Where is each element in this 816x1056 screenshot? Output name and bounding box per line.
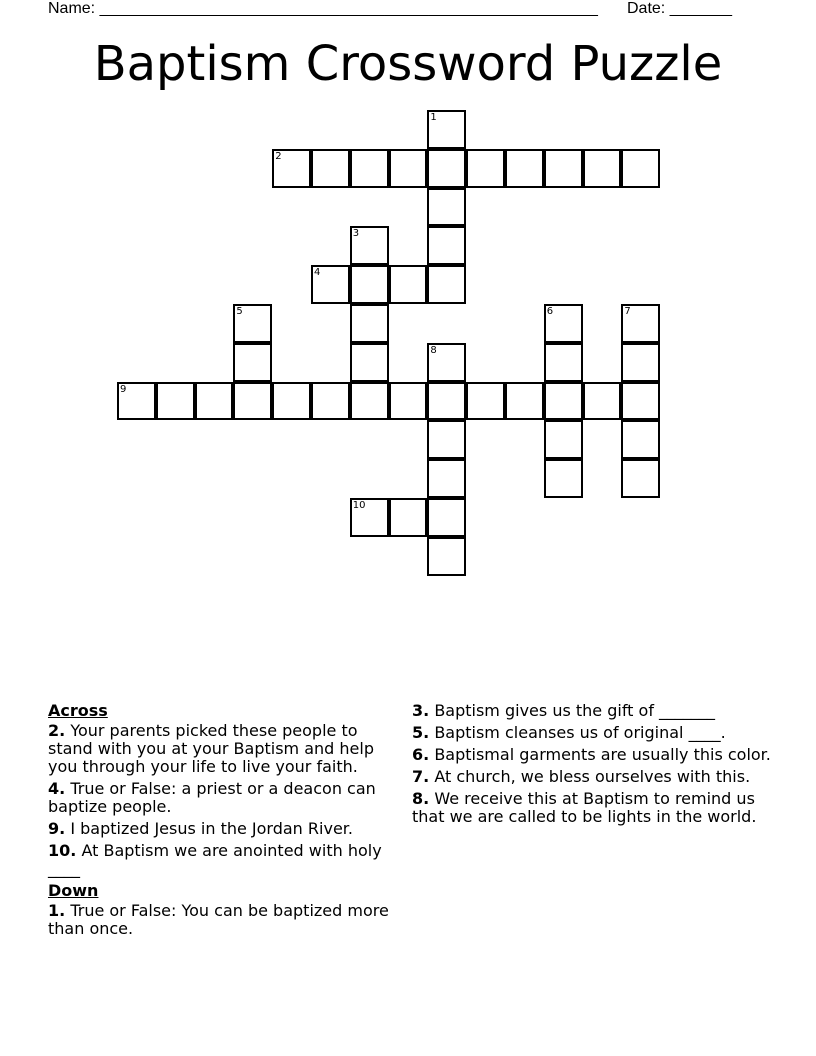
clue-number: 2. (48, 721, 66, 740)
crossword-cell[interactable] (544, 304, 583, 343)
clue-text: Baptismal garments are usually this color. (434, 745, 771, 764)
crossword-cell[interactable] (156, 382, 195, 421)
clue-text: Baptism gives us the gift of _______ (434, 701, 716, 720)
crossword-cell[interactable] (505, 149, 544, 188)
crossword-cell[interactable] (544, 420, 583, 459)
clue-down-5 (412, 724, 772, 742)
cell-number: 6 (546, 306, 554, 317)
crossword-cell[interactable] (350, 343, 389, 382)
crossword-cell[interactable] (272, 149, 311, 188)
clue-down-1 (48, 902, 398, 938)
clue-down-7 (412, 768, 772, 786)
clue-text: True or False: a priest or a deacon can baptize people. (48, 779, 376, 816)
crossword-cell[interactable] (621, 149, 660, 188)
crossword-cell[interactable] (427, 110, 466, 149)
crossword-cell[interactable] (350, 382, 389, 421)
crossword-cell[interactable] (311, 382, 350, 421)
clue-text: I baptized Jesus in the Jordan River. (70, 819, 353, 838)
clue-down-3 (412, 702, 772, 720)
crossword-cell[interactable] (350, 265, 389, 304)
clue-number: 1. (48, 901, 66, 920)
crossword-cell[interactable] (389, 149, 428, 188)
cell-number: 2 (275, 150, 282, 162)
crossword-cell[interactable] (311, 265, 350, 304)
clue-across-4 (48, 780, 398, 816)
crossword-cell[interactable] (427, 188, 466, 227)
clue-text: True or False: You can be baptized more than once. (48, 901, 389, 938)
clue-text: Your parents picked these people to stand with you at your Baptism and help you through your life to live your faith. (48, 721, 374, 776)
crossword-cell[interactable] (466, 382, 505, 421)
crossword-cell[interactable] (272, 382, 311, 421)
cell-number: 10 (352, 500, 366, 511)
clue-text: At church, we bless ourselves with this. (434, 767, 751, 786)
crossword-cell[interactable] (427, 498, 466, 537)
crossword-cell[interactable] (311, 149, 350, 188)
clue-text: We receive this at Baptism to remind us that we are called to be lights in the world. (412, 789, 757, 826)
crossword-cell[interactable] (117, 382, 156, 421)
clue-number: 4. (48, 779, 66, 798)
crossword-cell[interactable] (621, 420, 660, 459)
crossword-cell[interactable] (427, 265, 466, 304)
clue-across-9 (48, 820, 398, 838)
crossword-cell[interactable] (427, 537, 466, 576)
cell-number: 7 (624, 306, 631, 317)
crossword-cell[interactable] (621, 459, 660, 498)
crossword-cell[interactable] (389, 265, 428, 304)
crossword-cell[interactable] (466, 149, 505, 188)
crossword-cell[interactable] (505, 382, 544, 421)
clues-left-column (48, 702, 398, 942)
crossword-cell[interactable] (544, 149, 583, 188)
cell-number: 5 (236, 306, 243, 317)
crossword-cell[interactable] (389, 382, 428, 421)
clue-across-10 (48, 842, 398, 878)
clue-down-6 (412, 746, 772, 764)
clue-number: 8. (412, 789, 430, 808)
clue-number: 5. (412, 723, 430, 742)
crossword-cell[interactable] (544, 343, 583, 382)
crossword-cell[interactable] (233, 343, 272, 382)
clue-text: Baptism cleanses us of original ____. (434, 723, 726, 742)
crossword-cell[interactable] (427, 149, 466, 188)
crossword-cell[interactable] (427, 459, 466, 498)
clue-number: 6. (412, 745, 430, 764)
crossword-cell[interactable] (621, 304, 660, 343)
cell-number: 1 (430, 112, 437, 123)
clue-number: 3. (412, 701, 430, 720)
cell-number: 3 (352, 228, 360, 240)
page-title: Baptism Crossword Puzzle (93, 36, 723, 92)
crossword-cell[interactable] (389, 498, 428, 537)
clues-right-column (412, 702, 772, 830)
crossword-cell[interactable] (195, 382, 234, 421)
crossword-cell[interactable] (544, 382, 583, 421)
crossword-cell[interactable] (544, 459, 583, 498)
crossword-cell[interactable] (583, 149, 622, 188)
crossword-cell[interactable] (427, 420, 466, 459)
clue-down-8 (412, 790, 772, 826)
crossword-cell[interactable] (583, 382, 622, 421)
crossword-cell[interactable] (350, 226, 389, 265)
name-field-label: Name: ________________________________________________________ (48, 0, 598, 17)
down-heading: Down (48, 881, 99, 900)
clue-number: 9. (48, 819, 66, 838)
crossword-cell[interactable] (427, 343, 466, 382)
cell-number: 8 (430, 344, 437, 356)
crossword-cell[interactable] (350, 149, 389, 188)
cell-number: 4 (314, 267, 321, 279)
crossword-cell[interactable] (621, 382, 660, 421)
cell-number: 9 (120, 383, 127, 395)
crossword-cell[interactable] (233, 382, 272, 421)
crossword-cell[interactable] (427, 226, 466, 265)
clue-across-2 (48, 722, 398, 776)
date-field-label: Date: _______ (627, 0, 732, 17)
crossword-cell[interactable] (350, 498, 389, 537)
clue-number: 7. (412, 767, 430, 786)
crossword-cell[interactable] (233, 304, 272, 343)
clue-text: At Baptism we are anointed with holy ____ (48, 841, 382, 878)
clue-number: 10. (48, 841, 77, 860)
across-heading: Across (48, 701, 108, 720)
crossword-cell[interactable] (350, 304, 389, 343)
crossword-cell[interactable] (427, 382, 466, 421)
crossword-cell[interactable] (621, 343, 660, 382)
